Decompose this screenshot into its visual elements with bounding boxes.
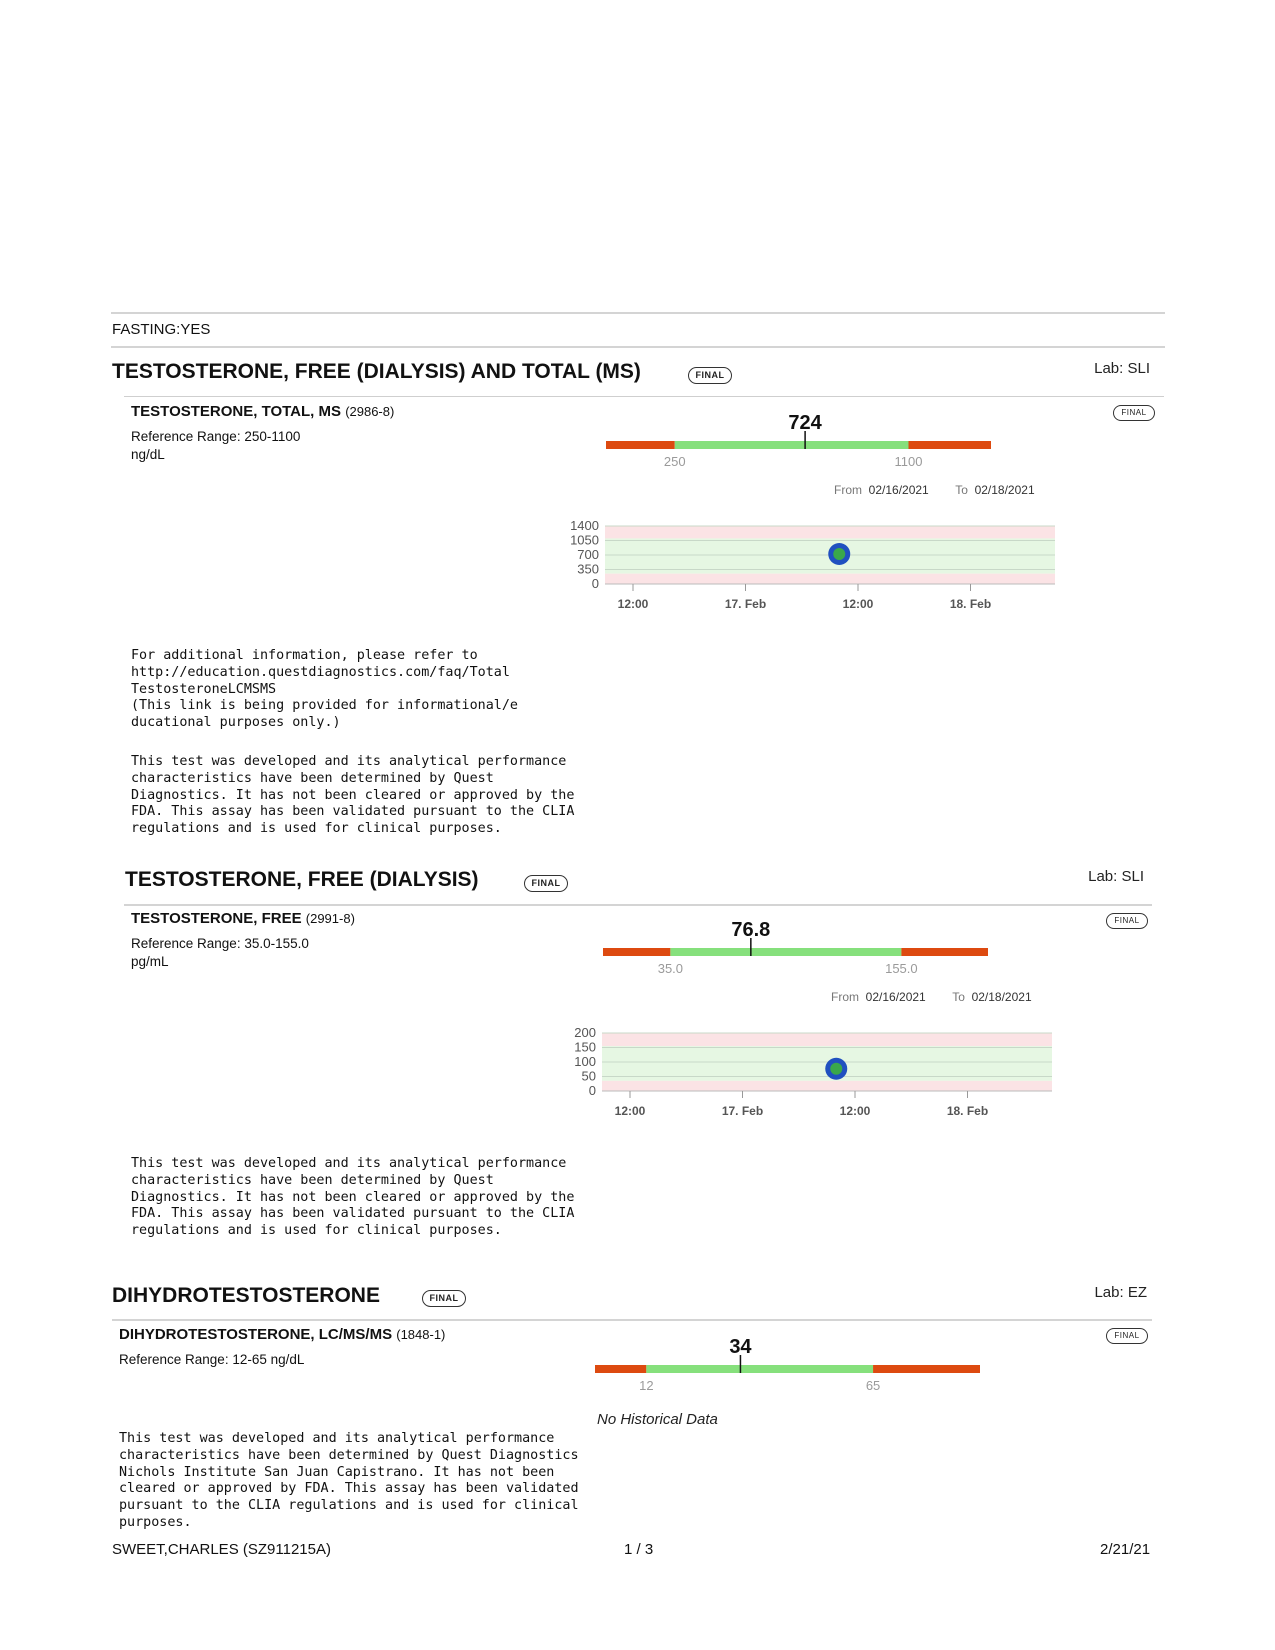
test-name-text: DIHYDROTESTOSTERONE, LC/MS/MS bbox=[119, 1326, 393, 1343]
range-low-label: 250 bbox=[663, 454, 686, 469]
to-label: To bbox=[952, 990, 965, 1004]
section-divider bbox=[124, 904, 1152, 906]
to-date: 02/18/2021 bbox=[974, 483, 1035, 497]
y-tick-label: 700 bbox=[577, 547, 599, 562]
range-bar bbox=[595, 1329, 985, 1397]
test-name-text: TESTOSTERONE, TOTAL, MS bbox=[131, 403, 342, 420]
lab-label: Lab: SLI bbox=[1094, 360, 1150, 377]
from-label: From bbox=[831, 990, 859, 1004]
range-normal-segment bbox=[670, 948, 901, 956]
result-value: 34 bbox=[729, 1336, 752, 1358]
note-text: This test was developed and its analytical performance characteristics have been determined by Quest Diagnostics. It has not been cleared or approved by the FDA. This assay has been validated pursuant to the CLIA regulations and is used for clinical purposes. bbox=[131, 754, 575, 837]
patient-name: SWEET,CHARLES (SZ911215A) bbox=[112, 1541, 331, 1558]
note-text: For additional information, please refer to http://education.questdiagnostics.com/faq/Total TestosteroneLCMSMS (This link is being provided for informational/e ducational purposes only.) bbox=[131, 648, 518, 731]
history-chart bbox=[555, 512, 1065, 612]
from-date: 02/16/2021 bbox=[865, 990, 926, 1004]
range-low-label: 12 bbox=[639, 1378, 654, 1393]
y-tick-label: 1400 bbox=[570, 518, 599, 533]
result-value: 76.8 bbox=[731, 919, 771, 941]
y-tick-label: 0 bbox=[591, 576, 599, 591]
y-tick-label: 0 bbox=[588, 1083, 596, 1098]
range-high-segment bbox=[909, 441, 992, 449]
x-tick-label: 12:00 bbox=[614, 1104, 646, 1118]
section-title: TESTOSTERONE, FREE (DIALYSIS) bbox=[125, 868, 479, 891]
section-divider bbox=[124, 396, 1164, 397]
y-tick-label: 1050 bbox=[570, 532, 599, 548]
test-name bbox=[131, 910, 355, 927]
date-range bbox=[834, 483, 1035, 497]
no-history-label: No Historical Data bbox=[597, 1411, 718, 1428]
section-title: DIHYDROTESTOSTERONE bbox=[112, 1284, 380, 1307]
note-text: This test was developed and its analytical performance characteristics have been determined by Quest Diagnostics. It has not been cleared or approved by the FDA. This assay has been validated pursuant to the CLIA regulations and is used for clinical purposes. bbox=[131, 1156, 575, 1239]
range-low-label: 35.0 bbox=[657, 961, 684, 976]
range-high-segment bbox=[901, 948, 988, 956]
y-tick-label: 200 bbox=[574, 1025, 596, 1040]
range-bar bbox=[603, 912, 993, 980]
from-date: 02/16/2021 bbox=[868, 483, 929, 497]
range-high-segment bbox=[873, 1365, 980, 1373]
section-divider bbox=[112, 1319, 1152, 1321]
x-tick-label: 12:00 bbox=[839, 1104, 871, 1118]
high-band bbox=[602, 1033, 1052, 1046]
range-low-segment bbox=[595, 1365, 646, 1373]
x-tick-label: 18. Feb bbox=[949, 597, 992, 611]
range-high-label: 155.0 bbox=[885, 961, 918, 976]
x-tick-label: 12:00 bbox=[842, 597, 874, 611]
test-status-badge: FINAL bbox=[1106, 913, 1148, 929]
section-title: TESTOSTERONE, FREE (DIALYSIS) AND TOTAL (MS) bbox=[112, 360, 641, 383]
test-status-badge: FINAL bbox=[1106, 1328, 1148, 1344]
from-label: From bbox=[834, 483, 862, 497]
x-tick-label: 17. Feb bbox=[724, 597, 767, 611]
range-low-segment bbox=[606, 441, 675, 449]
y-tick-label: 50 bbox=[581, 1068, 596, 1084]
lab-label: Lab: EZ bbox=[1094, 1284, 1147, 1301]
lab-label: Lab: SLI bbox=[1088, 868, 1144, 885]
unit-label: ng/dL bbox=[131, 447, 165, 462]
data-point-center bbox=[833, 548, 845, 560]
y-tick-label: 350 bbox=[577, 561, 599, 577]
test-name bbox=[119, 1326, 445, 1343]
top-divider bbox=[111, 312, 1165, 314]
test-code: (2991-8) bbox=[305, 911, 355, 926]
page-number: 1 / 3 bbox=[624, 1541, 654, 1558]
range-bar bbox=[606, 405, 996, 473]
reference-range: Reference Range: 35.0-155.0 bbox=[131, 936, 309, 951]
note-text: This test was developed and its analytical performance characteristics have been determined by Quest Diagnostics Nichols Institute San Juan Capistrano. It has not been cleared or approved by FDA. This assay has been validated pursuant to the CLIA regulations and is used for clinical purposes. bbox=[119, 1431, 579, 1530]
status-badge: FINAL bbox=[422, 1290, 466, 1307]
x-tick-label: 18. Feb bbox=[946, 1104, 989, 1118]
high-band bbox=[605, 526, 1055, 538]
y-tick-label: 100 bbox=[574, 1054, 596, 1069]
x-tick-label: 17. Feb bbox=[721, 1104, 764, 1118]
test-name-text: TESTOSTERONE, FREE bbox=[131, 910, 302, 927]
range-normal-segment bbox=[675, 441, 909, 449]
history-chart bbox=[552, 1019, 1062, 1119]
data-point-center bbox=[830, 1063, 842, 1075]
date-range bbox=[831, 990, 1032, 1004]
low-band bbox=[605, 574, 1055, 584]
y-tick-label: 150 bbox=[574, 1039, 596, 1055]
test-name bbox=[131, 403, 394, 420]
range-normal-segment bbox=[646, 1365, 873, 1373]
reference-range: Reference Range: 12-65 ng/dL bbox=[119, 1352, 305, 1367]
status-badge: FINAL bbox=[688, 367, 732, 384]
x-tick-label: 12:00 bbox=[617, 597, 649, 611]
to-date: 02/18/2021 bbox=[971, 990, 1032, 1004]
fasting-divider bbox=[111, 346, 1165, 348]
test-status-badge: FINAL bbox=[1113, 405, 1155, 421]
result-value: 724 bbox=[788, 412, 822, 434]
range-low-segment bbox=[603, 948, 670, 956]
test-code: (1848-1) bbox=[396, 1327, 446, 1342]
status-badge: FINAL bbox=[524, 875, 568, 892]
range-high-label: 65 bbox=[865, 1378, 881, 1393]
low-band bbox=[602, 1081, 1052, 1091]
reference-range: Reference Range: 250-1100 bbox=[131, 429, 301, 444]
range-high-label: 1100 bbox=[894, 454, 923, 469]
report-date: 2/21/21 bbox=[1100, 1541, 1151, 1558]
unit-label: pg/mL bbox=[131, 954, 169, 969]
test-code: (2986-8) bbox=[345, 404, 395, 419]
fasting-label: FASTING:YES bbox=[112, 321, 211, 338]
to-label: To bbox=[955, 483, 968, 497]
